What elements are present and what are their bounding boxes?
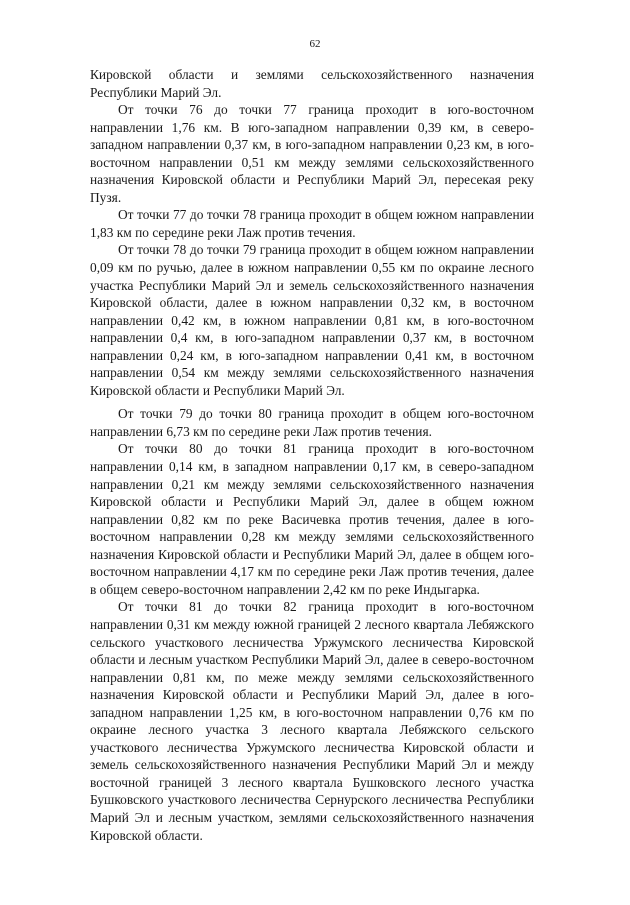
paragraph-point-79-80: От точки 79 до точки 80 граница проходит в общем юго-восточном направлении 6,73 км по середине реки Лаж против течения. — [90, 406, 534, 439]
document-body — [90, 66, 534, 844]
paragraph-point-76-77: От точки 76 до точки 77 граница проходит в юго-восточном направлении 1,76 км. В юго-западном направлении 0,39 км, в северо-западном направлении 0,37 км, в юго-западном направлении 0,23 км, в юго-восточном направлении 0,51 км между землями сельскохозяйственного назначения Кировской области и Республики Марий Эл, пересекая реку Пузя. — [90, 102, 534, 205]
paragraph-point-78-79: От точки 78 до точки 79 граница проходит в общем южном направлении 0,09 км по ручью, далее в южном направлении 0,55 км по окраине лесного участка Республики Марий Эл и земель сельскохозяйственного назначения Кировской области, далее в южном направлении 0,32 км, в восточном направлении 0,42 км, в южном направлении 0,81 км, в юго-восточном направлении 0,4 км, в юго-западном направлении 0,37 км, в восточном направлении 0,24 км, в юго-западном направлении 0,41 км, в восточном направлении 0,54 км между землями сельскохозяйственного назначения Кировской области и Республики Марий Эл. — [90, 242, 534, 398]
page-number: 62 — [309, 38, 321, 50]
paragraph-point-77-78: От точки 77 до точки 78 граница проходит в общем южном направлении 1,83 км по середине реки Лаж против течения. — [90, 207, 534, 240]
paragraph-point-81-82: От точки 81 до точки 82 граница проходит в юго-восточном направлении 0,31 км между южной границей 2 лесного квартала Лебяжского сельского участкового лесничества Уржумского лесничества Кировской области и лесным участком Республики Марий Эл, далее в северо-восточном направлении 0,81 км, по меже между землями сельскохозяйственного назначения Кировской области и Республики Марий Эл, далее в юго-западном направлении 1,25 км, в юго-восточном направлении 0,76 км по окраине лесного участка 3 лесного квартала Лебяжского сельского участкового лесничества Уржумского лесничества Кировской области и земель сельскохозяйственного назначения Республики Марий Эл и между восточной границей 3 лесного квартала Бушковского лесного участка Бушковского участкового лесничества Сернурского лесничества Республики Марий Эл и лесным участком, землями сельскохозяйственного назначения Кировской области. — [90, 599, 534, 843]
paragraph-continuation: Кировской области и землями сельскохозяйственного назначения Республики Марий Эл. — [90, 67, 534, 100]
paragraph-point-80-81: От точки 80 до точки 81 граница проходит в юго-восточном направлении 0,14 км, в западном направлении 0,17 км, в северо-западном направлении 0,21 км между землями сельскохозяйственного назначения Кировской области и Республики Марий Эл, далее в общем южном направлении 0,82 км по реке Васичевка против течения, далее в юго-восточном направлении 0,28 км между землями сельскохозяйственного назначения Кировской области и Республики Марий Эл, далее в общем юго-восточном направлении 4,17 км по середине реки Лаж против течения, далее в общем северо-восточном направлении 2,42 км по реке Индыгарка. — [90, 441, 534, 597]
